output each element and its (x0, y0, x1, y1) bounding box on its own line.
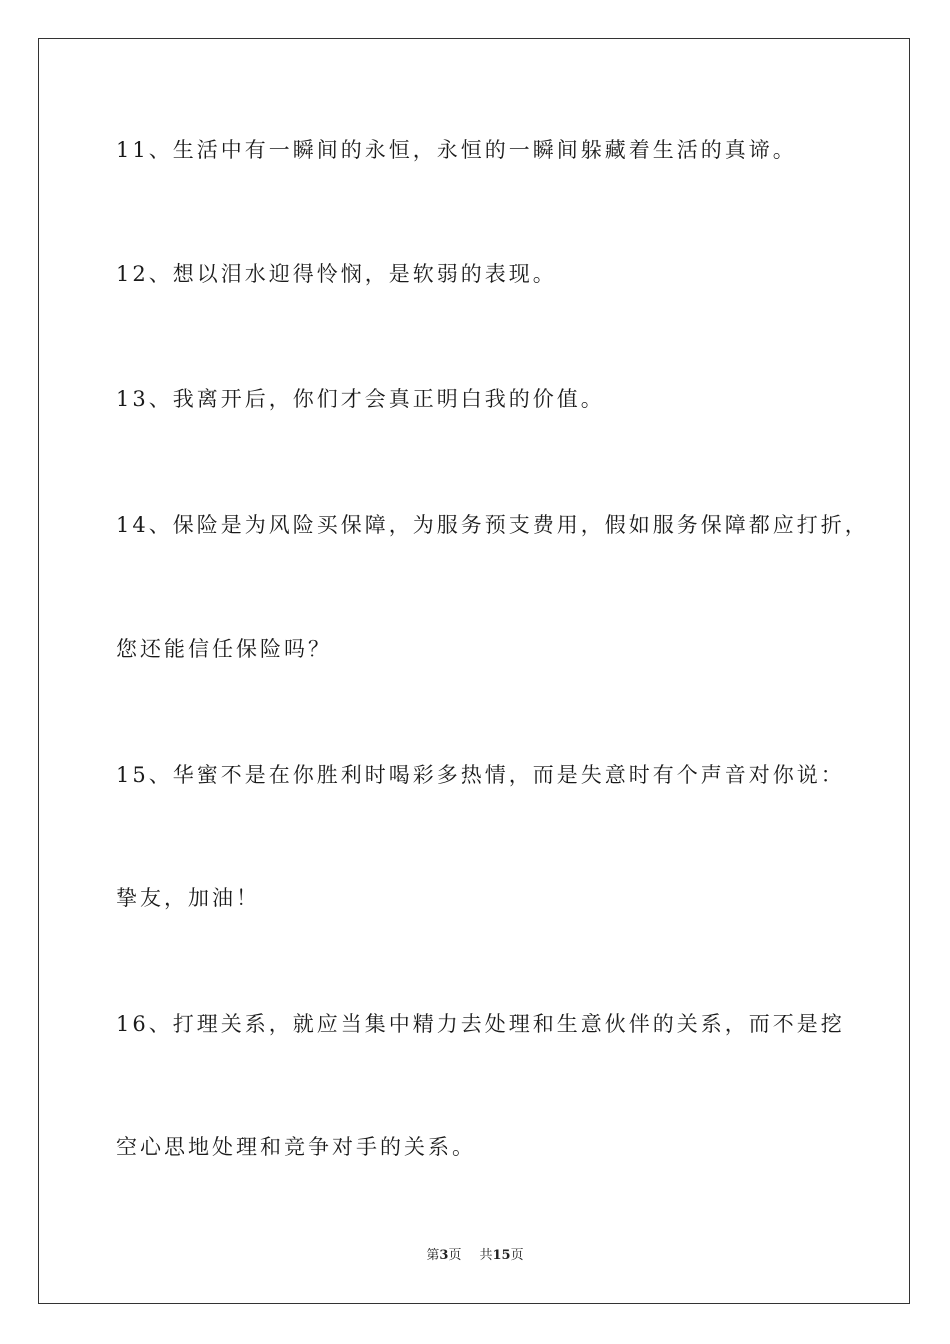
quote-line-11: 11、生活中有一瞬间的永恒，永恒的一瞬间躲藏着生活的真谛。 (116, 138, 797, 162)
page-prefix: 第 (426, 1248, 440, 1263)
page-frame (38, 38, 910, 1304)
quote-line-13: 13、我离开后，你们才会真正明白我的价值。 (116, 387, 605, 411)
total-suffix: 页 (510, 1248, 524, 1263)
page-total: 15 (492, 1248, 511, 1263)
quote-line-16a: 16、打理关系，就应当集中精力去处理和生意伙伴的关系，而不是挖 (116, 1012, 845, 1036)
page-current: 3 (439, 1248, 449, 1263)
quote-line-16b: 空心思地处理和竞争对手的关系。 (116, 1135, 476, 1159)
total-prefix: 共 (479, 1248, 493, 1263)
quote-line-14b: 您还能信任保险吗？ (116, 637, 332, 661)
quote-line-15b: 挚友，加油！ (116, 886, 260, 910)
page-footer (0, 1247, 950, 1265)
quote-line-15a: 15、华蜜不是在你胜利时喝彩多热情，而是失意时有个声音对你说： (116, 763, 845, 787)
quote-line-12: 12、想以泪水迎得怜悯，是软弱的表现。 (116, 262, 557, 286)
page-suffix: 页 (448, 1248, 462, 1263)
quote-line-14a: 14、保险是为风险买保障，为服务预支费用，假如服务保障都应打折， (116, 513, 869, 537)
